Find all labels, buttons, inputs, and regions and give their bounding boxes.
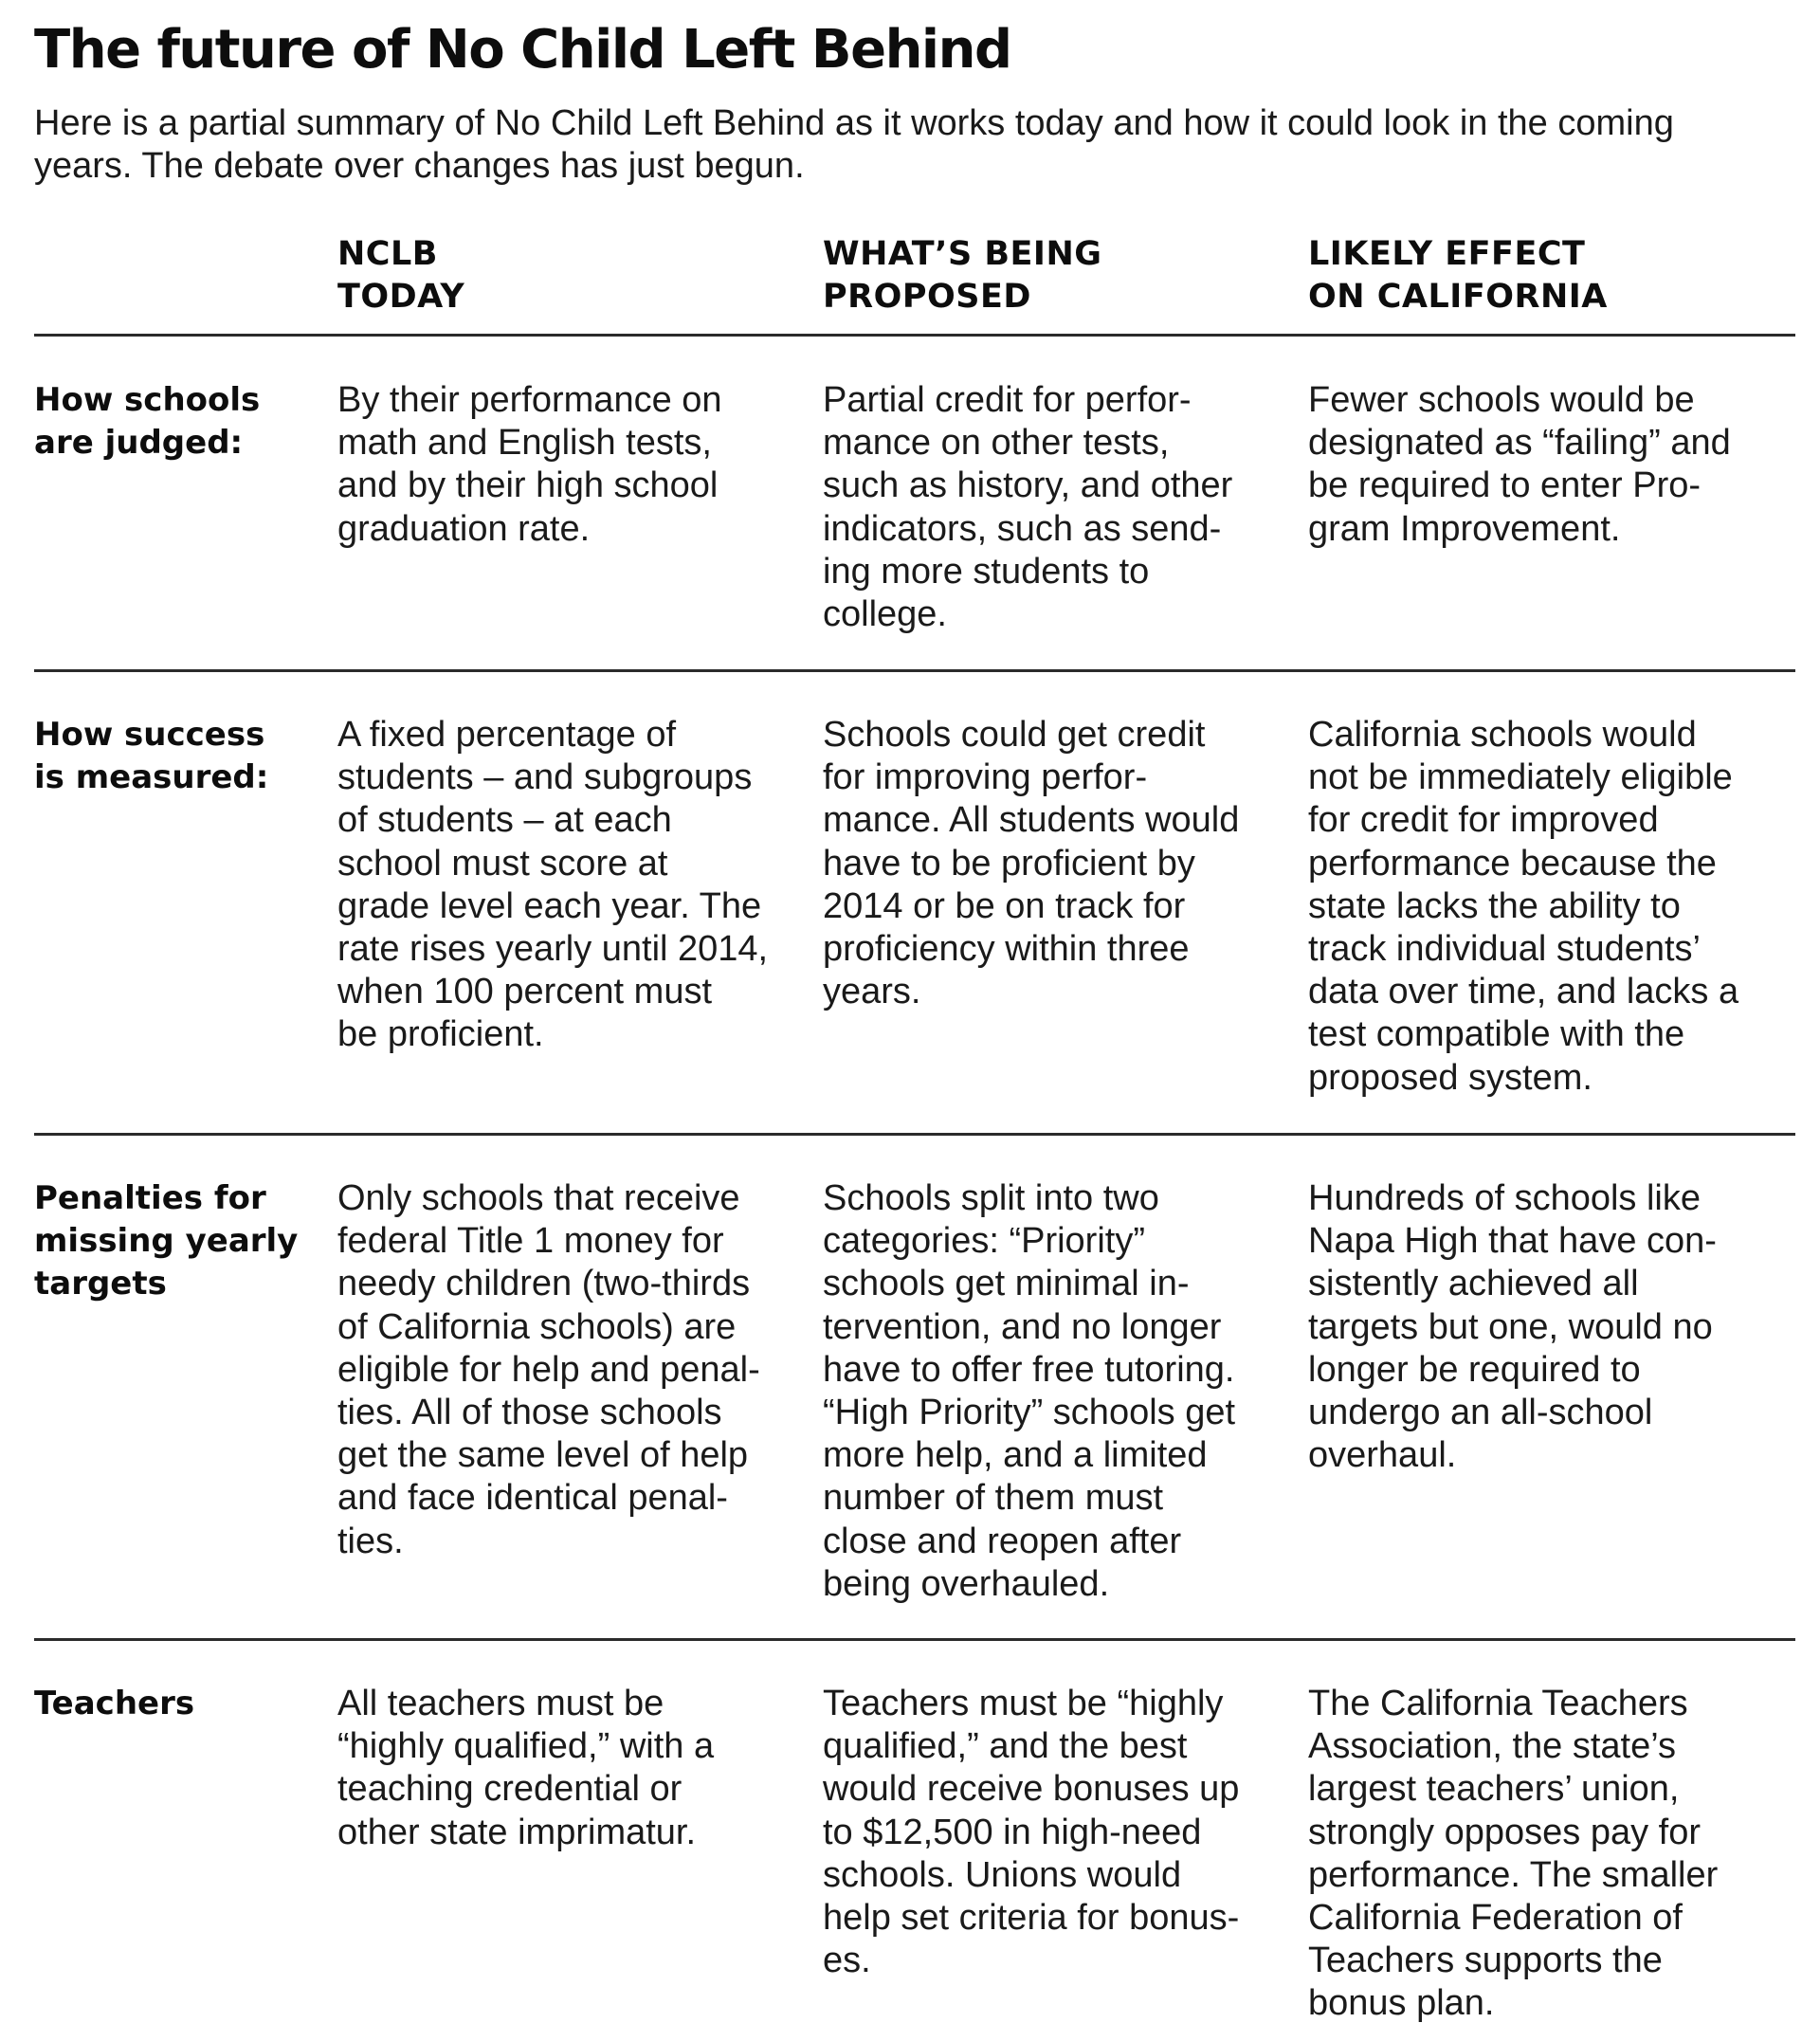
cell-judged-proposed: Partial credit for perfor- mance on other tests, such as history, and other indicators, such as send- ing more students to college. [823, 380, 1233, 635]
column-header-line: LIKELY EFFECT [1308, 235, 1586, 273]
column-header-proposed [823, 233, 1101, 319]
cell-penalties-effect: Hundreds of schools like Napa High that have con- sistently achieved all targets but one, would no longer be required to undergo an all-school overhaul. [1308, 1178, 1717, 1476]
intro-paragraph: Here is a partial summary of No Child Left Behind as it works today and how it could look in the coming years. The debate over changes has just begun. [34, 103, 1674, 186]
column-header-line: WHAT’S BEING [823, 235, 1102, 273]
cell-teachers-today: All teachers must be “highly qualified,” with a teaching credential or other state imprimatur. [337, 1684, 715, 1852]
column-header-line: NCLB [337, 235, 438, 273]
row-label-judged: How schools are judged: [34, 381, 261, 462]
page-title: The future of No Child Left Behind [34, 19, 1011, 81]
column-header-nclb-today [337, 233, 464, 319]
cell-penalties-proposed: Schools split into two categories: “Priority” schools get minimal in- tervention, and no longer have to offer free tutoring. “High Priority” schools get more help, and a limited number of them must close and reopen after being overhauled. [823, 1178, 1236, 1604]
row-label-penalties: Penalties for missing yearly targets [34, 1179, 299, 1303]
cell-penalties-today: Only schools that receive federal Title 1 money for needy children (two-thirds of California schools) are eligible for help and penal- ties. All of those schools get the same level of help and face identical penal- ties. [337, 1178, 760, 1561]
row-label-measured: How success is measured: [34, 716, 269, 796]
cell-teachers-effect: The California Teachers Association, the state’s largest teachers’ union, strongly opposes pay for performance. The smaller California Federation of Teachers supports the bonus plan. [1308, 1684, 1719, 2024]
row-divider [34, 669, 1795, 672]
cell-judged-today: By their performance on math and English tests, and by their high school graduation rate. [337, 380, 722, 549]
cell-judged-effect: Fewer schools would be designated as “failing” and be required to enter Pro- gram Improvement. [1308, 380, 1731, 549]
row-divider [34, 1638, 1795, 1641]
column-header-line: TODAY [337, 278, 465, 316]
cell-teachers-proposed: Teachers must be “highly qualified,” and the best would receive bonuses up to $12,500 in high-need schools. Unions would help set criteria for bonus- es. [823, 1684, 1240, 1981]
row-label-teachers: Teachers [34, 1685, 195, 1722]
cell-measured-today: A fixed percentage of students – and subgroups of students – at each school must score at grade level each year. The rate rises yearly until 2014, when 100 percent must be proficient. [337, 715, 769, 1055]
column-header-effect [1308, 233, 1608, 319]
header-divider [34, 334, 1795, 337]
cell-measured-effect: California schools would not be immediately eligible for credit for improved performance because the state lacks the ability to track individual students’ data over time, and lacks a test compatible with the proposed system. [1308, 715, 1739, 1098]
column-header-line: ON CALIFORNIA [1308, 278, 1608, 316]
cell-measured-proposed: Schools could get credit for improving perfor- mance. All students would have to be proficient by 2014 or be on track for proficiency within three years. [823, 715, 1240, 1012]
row-divider [34, 1133, 1795, 1136]
column-header-line: PROPOSED [823, 278, 1031, 316]
